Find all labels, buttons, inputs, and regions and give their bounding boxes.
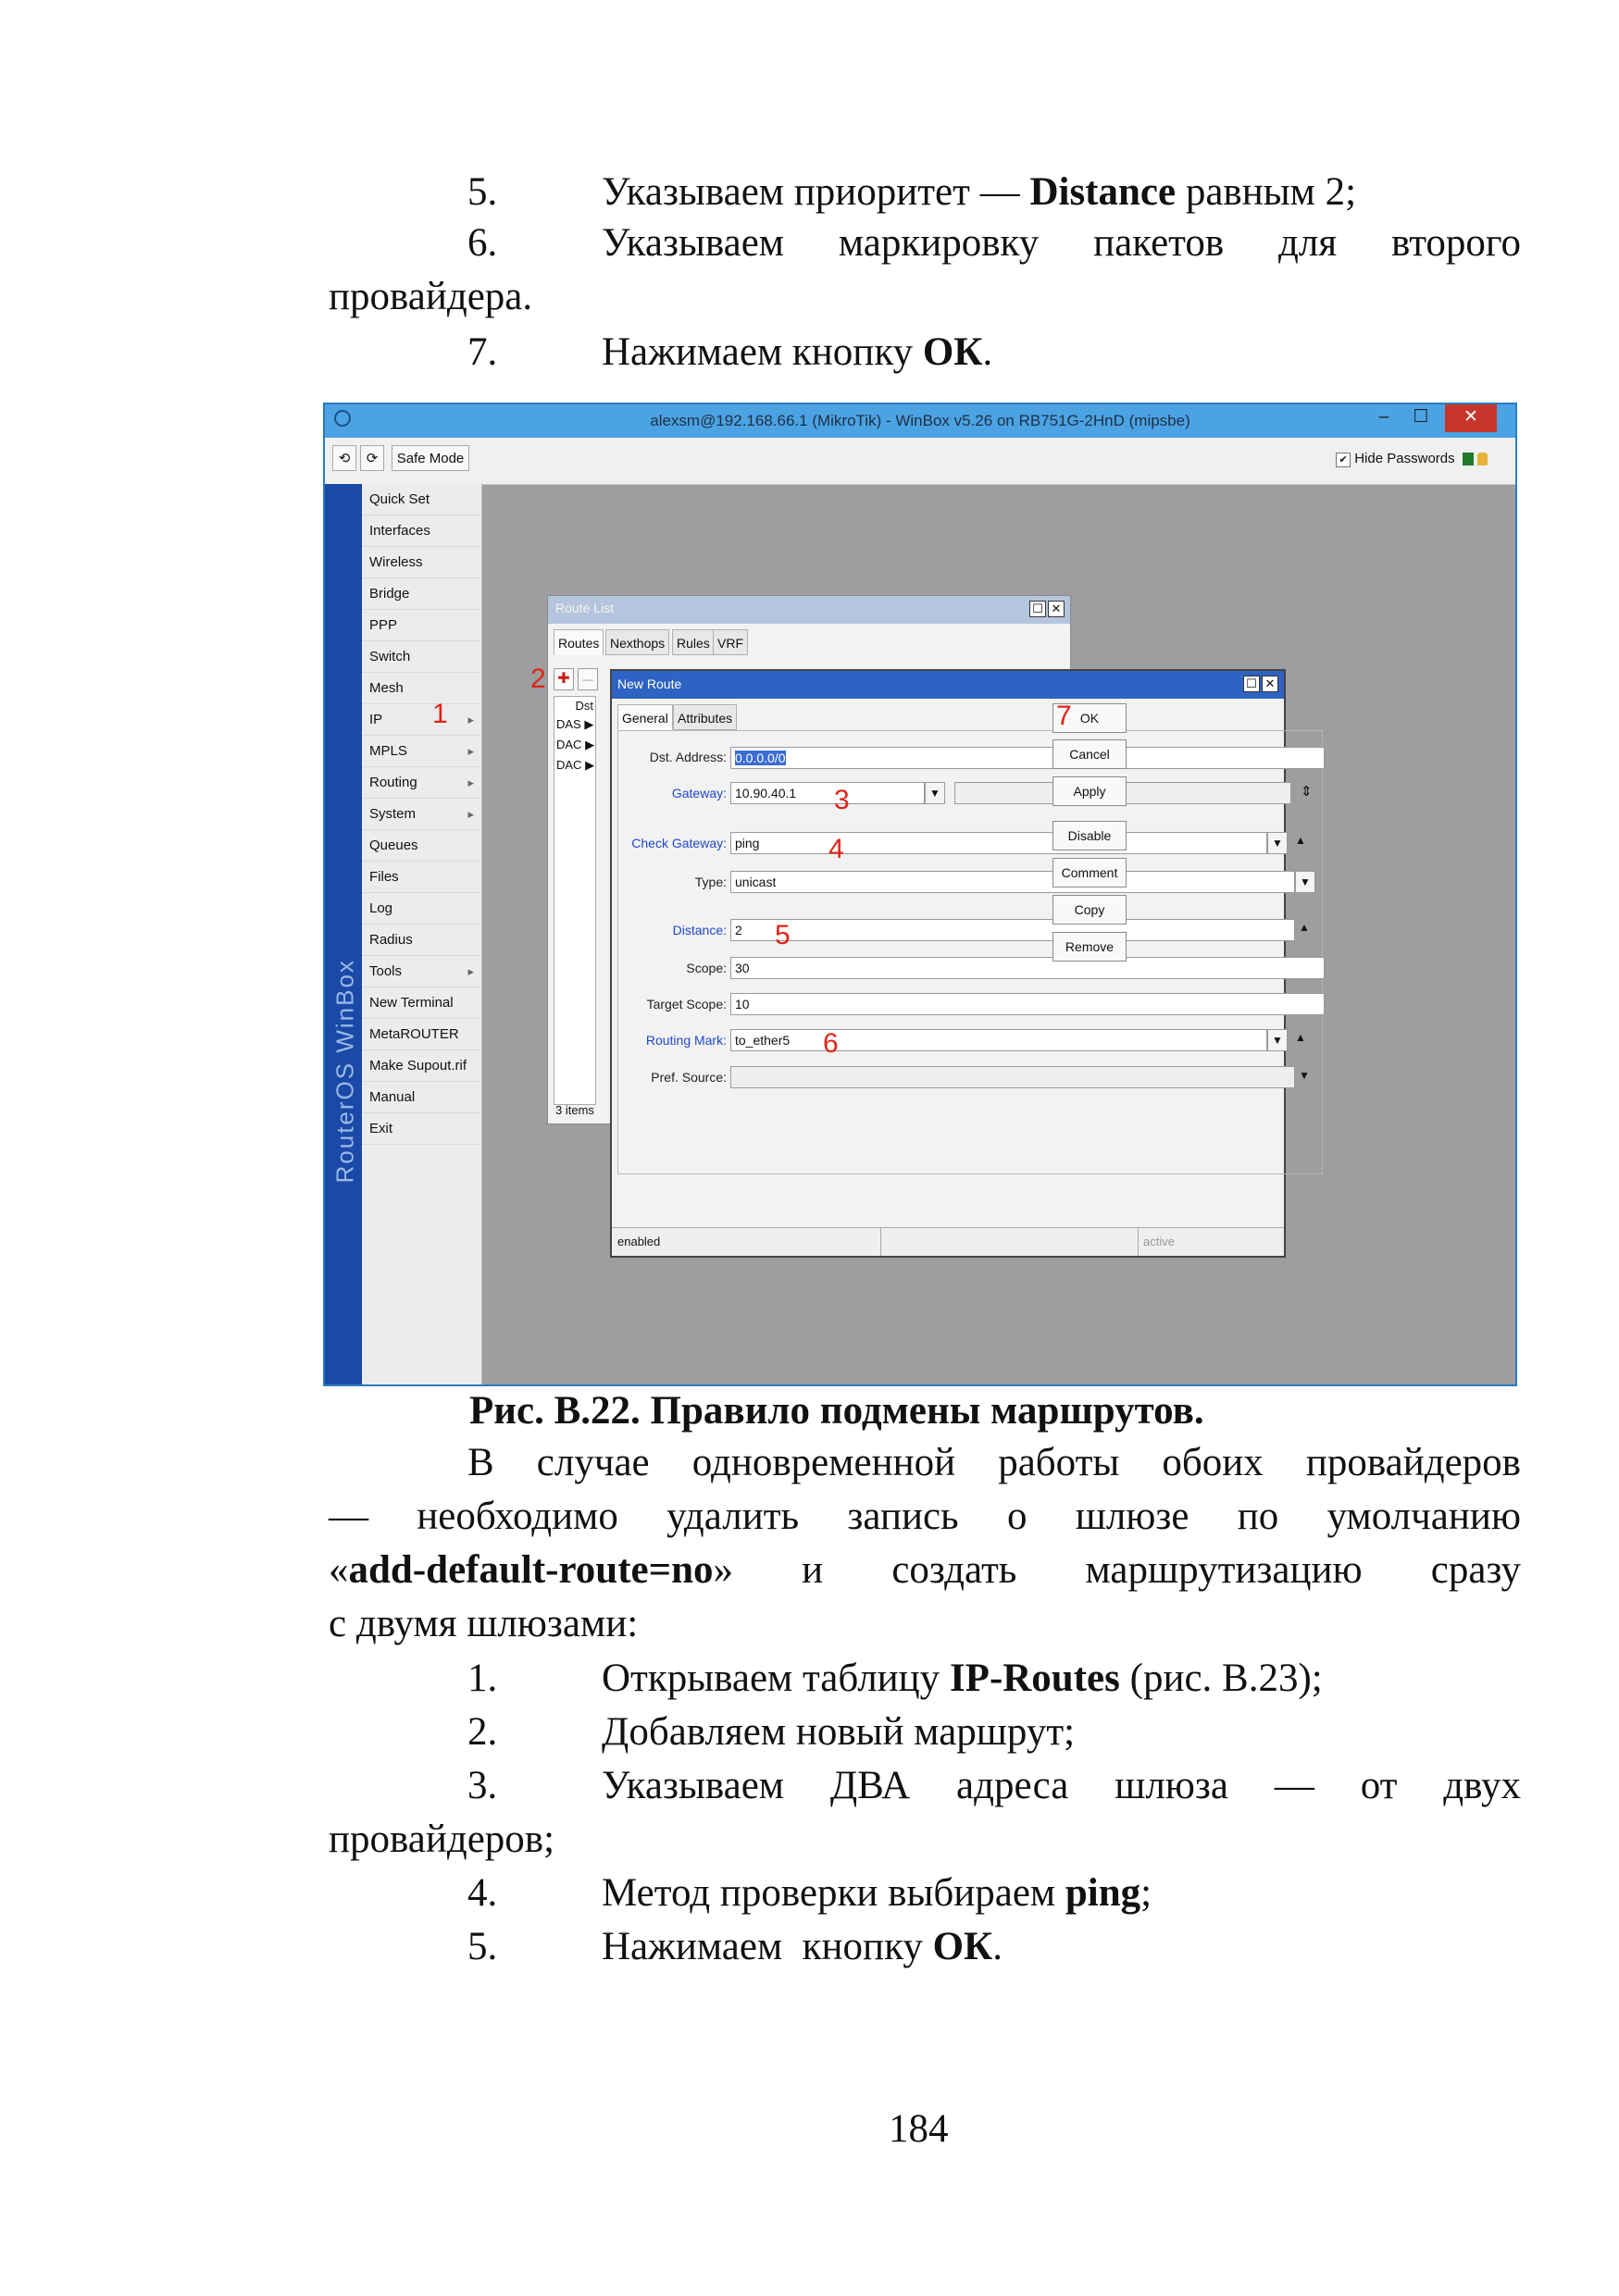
menu-item-label: System — [369, 806, 417, 822]
gateway-dropdown-icon[interactable]: ▼ — [925, 782, 945, 804]
remove-button[interactable]: — — [578, 668, 598, 690]
disable-button[interactable]: Disable — [1052, 821, 1127, 850]
tab-general[interactable]: General — [617, 704, 673, 730]
distance-field[interactable]: 2 — [730, 919, 1295, 941]
item-number: 4. — [467, 1871, 498, 1915]
paragraph-line: — необходимо удалить запись о шлюзе по умолчанию — [329, 1495, 1521, 1538]
type-field[interactable]: unicast — [730, 871, 1295, 893]
routing-mark-field[interactable]: to_ether5 — [730, 1029, 1267, 1051]
item-bold: ping — [1065, 1871, 1141, 1915]
menu-item-label: Bridge — [369, 586, 410, 602]
marker-2: 2 — [530, 664, 546, 694]
menu-item-label: Wireless — [369, 554, 423, 570]
hide-passwords[interactable] — [1336, 451, 1488, 467]
menu-item-label: New Terminal — [369, 995, 454, 1011]
cancel-button[interactable]: Cancel — [1052, 739, 1127, 769]
menu-item-label: Tools — [369, 963, 403, 979]
item-number: 3. — [467, 1764, 498, 1807]
new-route-maximize-icon[interactable]: ☐ — [1243, 676, 1260, 692]
menu-item-routing[interactable] — [362, 767, 481, 799]
item-text: Нажимаем кнопку — [602, 1925, 933, 1968]
check-gateway-dropdown-icon[interactable]: ▼ — [1267, 832, 1288, 854]
tab-vrf[interactable]: VRF — [713, 629, 748, 655]
item-text: ; — [1140, 1871, 1152, 1915]
undo-icon[interactable]: ⟲ — [332, 445, 356, 471]
status-divider — [880, 1228, 881, 1256]
list-item — [602, 1924, 1003, 1970]
tab-nexthops[interactable]: Nexthops — [605, 629, 669, 655]
menu-item-label: Make Supout.rif — [369, 1058, 467, 1074]
menu-item-new-terminal[interactable] — [362, 987, 481, 1019]
status-enabled: enabled — [617, 1235, 661, 1248]
table-row[interactable] — [556, 717, 593, 732]
item-text: Нажимаем кнопку — [602, 330, 923, 374]
toolbar — [325, 438, 1515, 485]
dst-address-label: Dst. Address: — [649, 750, 727, 764]
list-item — [602, 1870, 1152, 1917]
menu-item-label: Queues — [369, 838, 418, 853]
close-button[interactable]: ✕ — [1445, 404, 1497, 432]
marker-5: 5 — [775, 920, 791, 950]
paragraph-line: с двумя шлюзами: — [329, 1602, 639, 1645]
dst-address-field[interactable] — [730, 747, 1325, 769]
list-item — [602, 329, 992, 376]
lock-icon — [1477, 453, 1488, 465]
item-text: . — [992, 1925, 1003, 1968]
paragraph-line — [329, 1547, 1521, 1594]
menu-item-wireless[interactable] — [362, 547, 481, 578]
list-item: Указываем ДВА адреса шлюза — от двух — [602, 1764, 1521, 1807]
window-titlebar — [325, 404, 1515, 438]
item-number: 6. — [467, 221, 498, 265]
main-menu — [362, 484, 482, 1384]
routing-mark-label: Routing Mark: — [645, 1033, 727, 1048]
item-text: Указываем приоритет — — [602, 170, 1030, 214]
column-header[interactable]: Dst — [575, 699, 593, 713]
safe-mode-button[interactable]: Safe Mode — [392, 445, 469, 471]
menu-item-ip[interactable] — [362, 704, 481, 736]
scope-label: Scope: — [686, 961, 727, 975]
status-divider — [1138, 1228, 1139, 1256]
menu-item-mesh[interactable] — [362, 673, 481, 704]
check-gateway-field[interactable]: ping — [730, 832, 1267, 854]
target-scope-label: Target Scope: — [646, 997, 727, 1011]
menu-item-label: PPP — [369, 617, 398, 633]
figure-caption: Рис. В.22. Правило подмены маршрутов. — [469, 1389, 1204, 1433]
hide-passwords-label: Hide Passwords — [1354, 451, 1455, 466]
paragraph-bold: add-default-route=no — [348, 1548, 714, 1592]
row-flag: DAC — [556, 758, 582, 772]
item-bold: ОК — [932, 1925, 993, 1968]
menu-item-interfaces[interactable] — [362, 515, 481, 547]
list-item: Добавляем новый маршрут; — [602, 1710, 1076, 1754]
list-item — [602, 169, 1356, 216]
window-title: alexsm@192.168.66.1 (MikroTik) - WinBox v5.26 on RB751G-2HnD (mipsbe) — [650, 412, 1190, 429]
menu-item-mpls[interactable] — [362, 736, 481, 767]
check-gateway-collapse-icon[interactable]: ▲ — [1295, 834, 1306, 847]
comment-button[interactable]: Comment — [1052, 858, 1127, 887]
menu-item-label: Exit — [369, 1121, 393, 1136]
menu-item-label: Quick Set — [369, 491, 430, 507]
marker-6: 6 — [823, 1028, 839, 1059]
item-number: 5. — [467, 1925, 498, 1968]
menu-item-label: MPLS — [369, 743, 407, 759]
row-arrow-icon: ▶ — [584, 717, 594, 731]
submenu-arrow-icon: ▸ — [467, 964, 474, 978]
menu-item-label: Manual — [369, 1089, 416, 1105]
item-number: 2. — [467, 1710, 498, 1754]
menu-item-manual[interactable] — [362, 1082, 481, 1113]
item-number: 5. — [467, 170, 498, 214]
submenu-arrow-icon: ▸ — [467, 744, 474, 758]
new-route-close-icon[interactable]: ✕ — [1262, 676, 1278, 692]
menu-item-label: Radius — [369, 932, 413, 948]
item-bold: ОК — [922, 330, 983, 374]
pref-source-dropdown-icon[interactable]: ▼ — [1299, 1069, 1310, 1082]
marker-3: 3 — [834, 785, 850, 815]
menu-item-radius[interactable] — [362, 925, 481, 956]
menu-item-bridge[interactable] — [362, 578, 481, 610]
new-route-title: New Route — [617, 676, 682, 691]
routing-mark-dropdown-icon[interactable]: ▼ — [1267, 1029, 1288, 1051]
new-route-window — [610, 669, 1313, 1258]
paragraph-text: » и создать маршрутизацию сразу — [713, 1548, 1521, 1592]
submenu-arrow-icon: ▸ — [467, 807, 474, 821]
side-banner-label: RouterOS WinBox — [330, 959, 359, 1184]
menu-item-label: Interfaces — [369, 523, 430, 539]
target-scope-field[interactable]: 10 — [730, 993, 1325, 1015]
gateway-label: Gateway: — [671, 786, 727, 800]
paragraph-line: В случае одновременной работы обоих провайдеров — [467, 1441, 1521, 1484]
dst-address-value: 0.0.0.0/0 — [735, 751, 786, 765]
item-count: 3 items — [555, 1103, 594, 1117]
route-list-header — [548, 596, 1070, 624]
gateway-field[interactable]: 10.90.40.1 — [730, 782, 925, 804]
quote-open: « — [329, 1548, 349, 1592]
status-active: active — [1143, 1235, 1175, 1248]
redo-icon[interactable]: ⟳ — [360, 445, 384, 471]
row-arrow-icon: ▶ — [585, 738, 595, 751]
gateway-updown-icon[interactable]: ⇕ — [1301, 784, 1313, 800]
row-arrow-icon: ▶ — [585, 758, 595, 772]
submenu-arrow-icon: ▸ — [467, 713, 474, 726]
type-dropdown-icon[interactable]: ▼ — [1295, 871, 1315, 893]
marker-1: 1 — [432, 699, 448, 729]
menu-item-label: MetaROUTER — [369, 1026, 459, 1042]
ok-button[interactable]: OK — [1052, 703, 1127, 733]
check-gateway-label: Check Gateway: — [631, 836, 727, 850]
route-list-maximize-icon[interactable]: ☐ — [1029, 601, 1046, 617]
hide-passwords-checkbox[interactable]: ✔ — [1336, 453, 1351, 467]
menu-item-label: Mesh — [369, 680, 404, 696]
maximize-button[interactable]: ☐ — [1413, 407, 1429, 427]
tab-routes[interactable]: Routes — [554, 629, 604, 655]
apply-button[interactable]: Apply — [1052, 776, 1127, 806]
tab-attributes[interactable]: Attributes — [673, 704, 737, 730]
distance-label: Distance: — [672, 923, 727, 937]
item-bold: Distance — [1029, 170, 1177, 214]
add-button[interactable]: ✚ — [554, 668, 574, 690]
winbox-screenshot — [323, 403, 1517, 1386]
minimize-button[interactable]: – — [1378, 407, 1389, 427]
marker-7: 7 — [1056, 701, 1072, 731]
routing-mark-collapse-icon[interactable]: ▲ — [1295, 1031, 1306, 1044]
menu-item-tools[interactable] — [362, 956, 481, 987]
menu-item-label: Routing — [369, 775, 417, 790]
menu-item-log[interactable] — [362, 893, 481, 925]
scope-field[interactable]: 30 — [730, 957, 1325, 979]
item-text: Открываем таблицу — [602, 1657, 950, 1700]
item-text: равным 2; — [1176, 170, 1357, 214]
route-list-close-icon[interactable]: ✕ — [1048, 601, 1065, 617]
pref-source-field[interactable] — [730, 1066, 1295, 1088]
menu-item-ppp[interactable] — [362, 610, 481, 641]
list-item-continuation: провайдера. — [329, 275, 533, 318]
row-flag: DAS — [556, 717, 581, 731]
menu-item-switch[interactable] — [362, 641, 481, 673]
menu-item-label: Switch — [369, 649, 411, 664]
list-item: Указываем маркировку пакетов для второго — [602, 221, 1521, 265]
side-banner — [325, 484, 362, 1384]
item-number: 1. — [467, 1657, 498, 1700]
menu-item-system[interactable] — [362, 799, 481, 830]
item-number: 7. — [467, 330, 498, 374]
remove-route-button[interactable]: Remove — [1052, 932, 1127, 962]
menu-item-exit[interactable] — [362, 1113, 481, 1145]
menu-item-quick-set[interactable] — [362, 484, 481, 515]
tab-rules[interactable]: Rules — [672, 629, 715, 655]
list-item — [602, 1656, 1323, 1702]
menu-item-label: Files — [369, 869, 399, 885]
type-label: Type: — [694, 875, 727, 889]
item-text: (рис. В.23); — [1119, 1657, 1323, 1700]
marker-4: 4 — [828, 834, 844, 864]
status-icon — [1463, 453, 1474, 465]
copy-button[interactable]: Copy — [1052, 895, 1127, 925]
list-item-continuation: провайдеров; — [329, 1818, 555, 1861]
item-text: . — [982, 330, 993, 374]
item-text: Метод проверки выбираем — [602, 1871, 1065, 1915]
menu-item-label: Log — [369, 900, 393, 916]
route-list-title: Route List — [555, 601, 615, 615]
submenu-arrow-icon: ▸ — [467, 776, 474, 789]
new-route-header — [612, 671, 1284, 699]
menu-item-label: IP — [369, 712, 383, 727]
distance-collapse-icon[interactable]: ▲ — [1299, 921, 1310, 934]
menu-item-make-supout-rif[interactable] — [362, 1050, 481, 1082]
menu-item-files[interactable] — [362, 862, 481, 893]
menu-item-queues[interactable] — [362, 830, 481, 862]
pref-source-label: Pref. Source: — [651, 1070, 727, 1085]
item-bold: IP-Routes — [949, 1657, 1120, 1700]
status-bar — [612, 1227, 1284, 1256]
menu-item-metarouter[interactable] — [362, 1019, 481, 1050]
row-flag: DAC — [556, 738, 582, 751]
page-number: 184 — [889, 2107, 949, 2151]
